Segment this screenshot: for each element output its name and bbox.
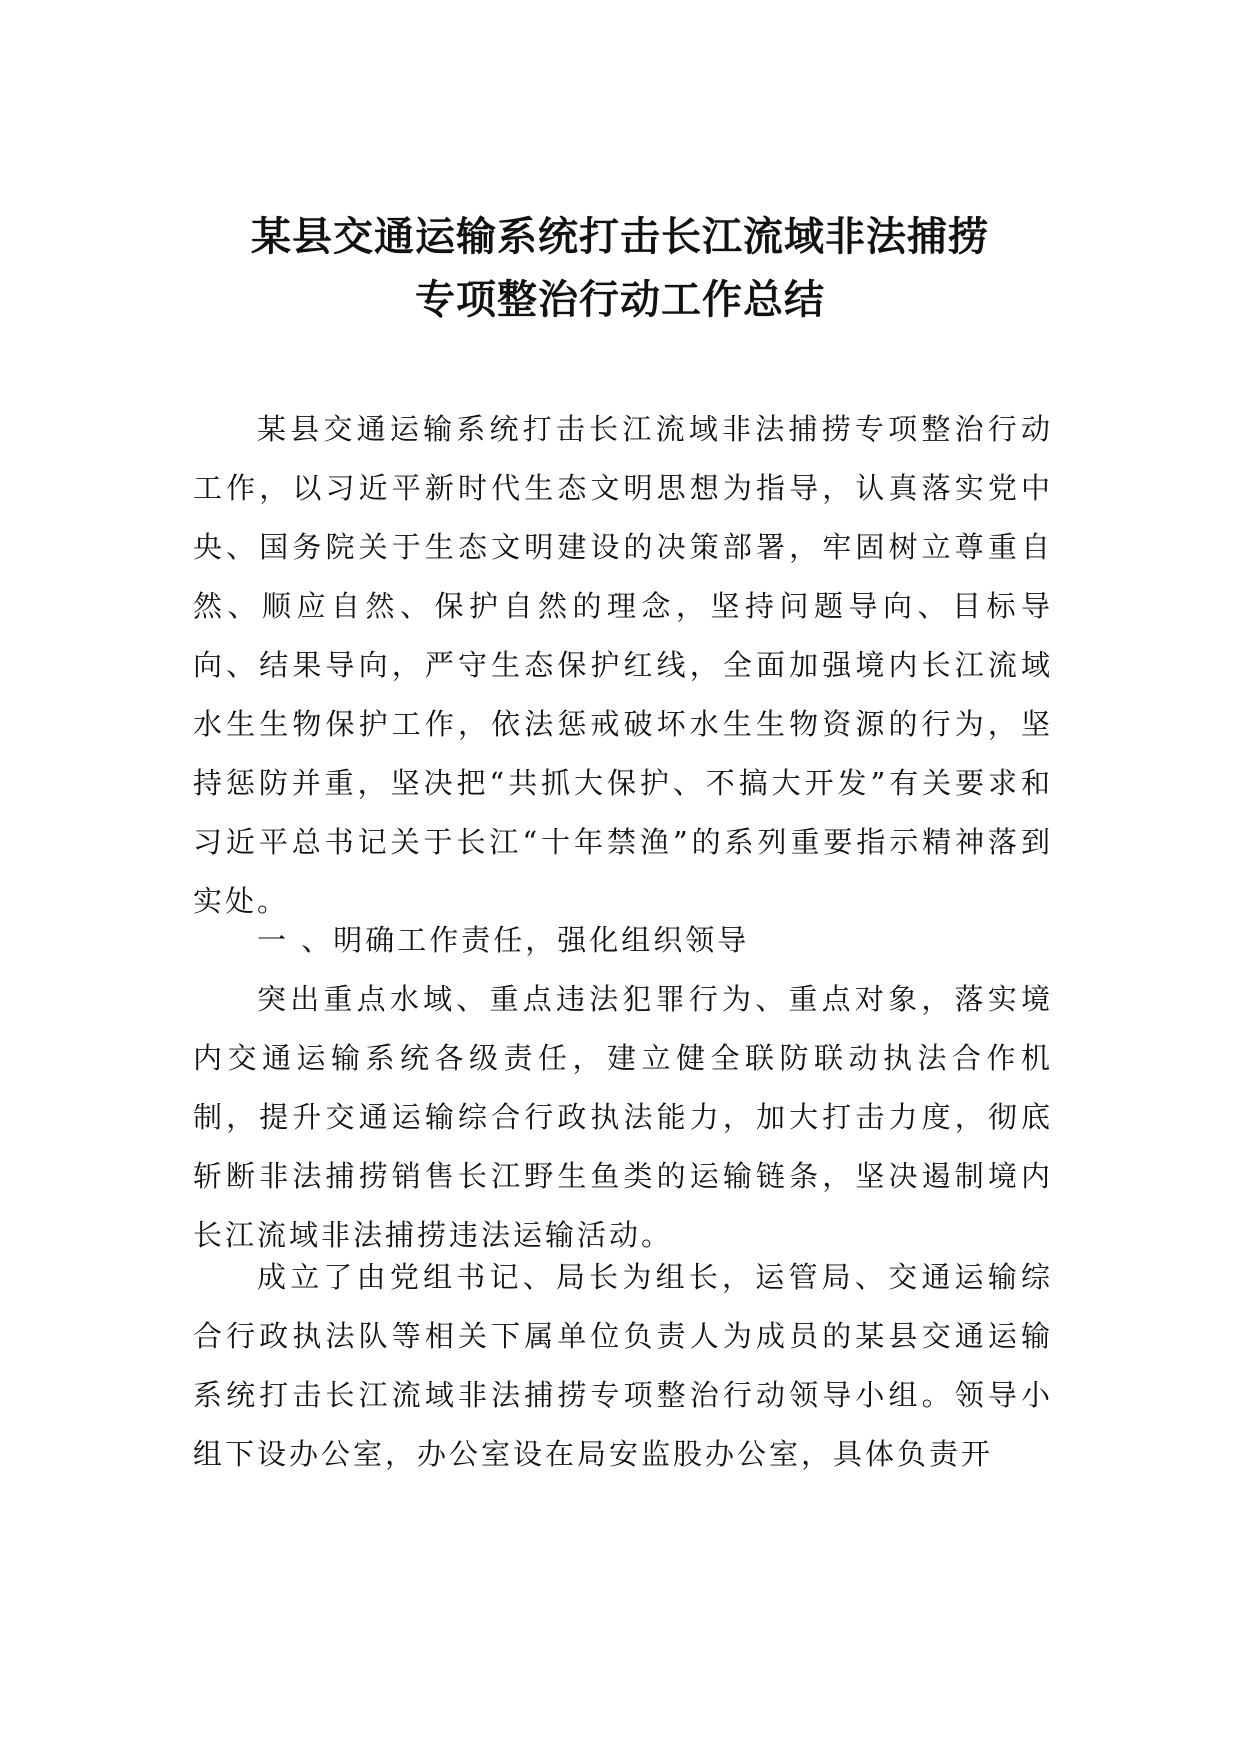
paragraph-responsibility: 突出重点水域、重点违法犯罪行为、重点对象，落实境内交通运输系统各级责任，建立健全联防联动执法合作机制，提升交通运输综合行政执法能力，加大打击力度，彻底斩断非法捕捞销售长江野生鱼类的运输链条，坚决遏制境内长江流域非法捕捞违法运输活动。 — [193, 982, 1053, 1252]
section-heading-1: 一 、明确工作责任，强化组织领导 — [257, 923, 750, 957]
document-title-line-1: 某县交通运输系统打击长江流域非法捕捞 — [251, 214, 989, 260]
paragraph-leadership-group: 成立了由党组书记、局长为组长，运管局、交通运输综合行政执法队等相关下属单位负责人为成员的某县交通运输系统打击长江流域非法捕捞专项整治行动领导小组。领导小组下设办公室，办公室设在局安监股办公室，具体负责开 — [193, 1260, 1053, 1471]
document-title-line-2: 专项整治行动工作总结 — [415, 277, 825, 323]
paragraph-intro: 某县交通运输系统打击长江流域非法捕捞专项整治行动工作，以习近平新时代生态文明思想为指导，认真落实党中央、国务院关于生态文明建设的决策部署，牢固树立尊重自然、顺应自然、保护自然的理念，坚持问题导向、目标导向、结果导向，严守生态保护红线，全面加强境内长江流域水生生物保护工作，依法惩戒破坏水生生物资源的行为，坚持惩防并重，坚决把“共抓大保护、不搞大开发”有关要求和习近平总书记关于长江“十年禁渔”的系列重要指示精神落到实处。 — [193, 412, 1053, 918]
